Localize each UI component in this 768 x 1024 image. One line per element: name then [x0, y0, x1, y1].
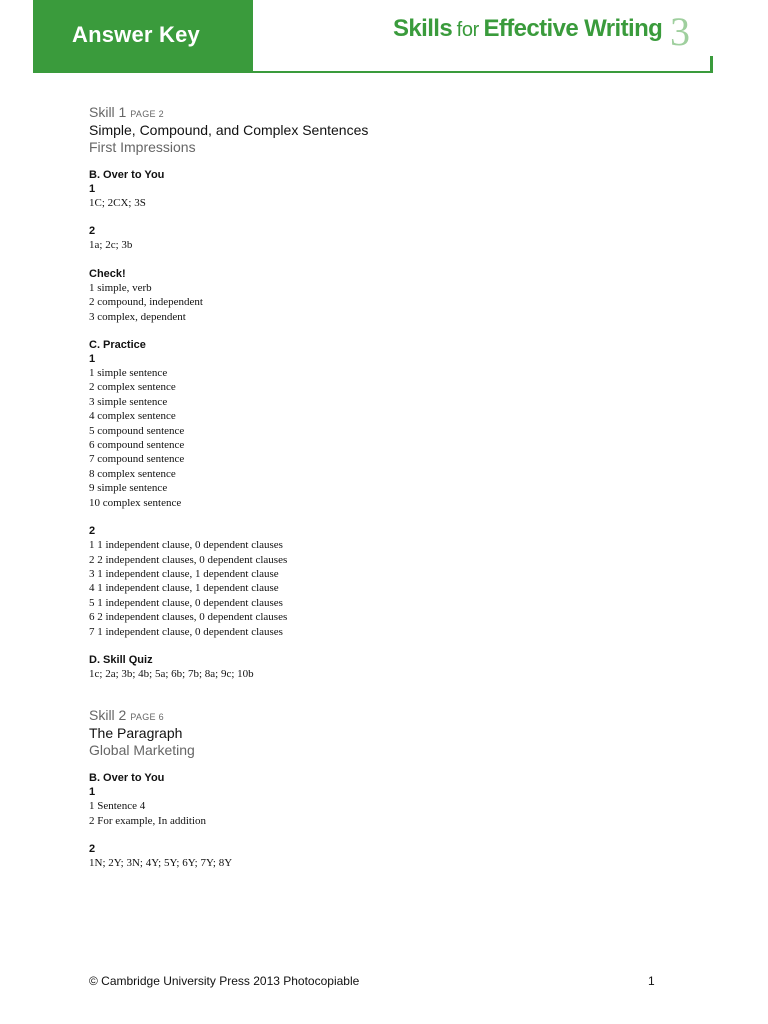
brand-part1: Skills [393, 15, 453, 42]
skill2-label: Skill 2 [89, 707, 127, 724]
skill1-c1-item: 7 compound sentence [89, 453, 185, 466]
skill1-b1-answer: 1C; 2CX; 3S [89, 197, 146, 209]
skill1-c2-item: 4 1 independent clause, 1 dependent clause [89, 582, 279, 595]
skill2-heading [89, 707, 689, 725]
skill1-c2-item: 5 1 independent clause, 0 dependent clauses [89, 596, 283, 609]
skill1-c1-item: 9 simple sentence [89, 482, 168, 495]
skill1-title: Simple, Compound, and Complex Sentences [89, 122, 369, 138]
skill2-b2-answer: 1N; 2Y; 3N; 4Y; 5Y; 6Y; 7Y; 8Y [89, 857, 233, 870]
skill1-c1-num: 1 [89, 353, 96, 366]
skill1-c2-item: 2 2 independent clauses, 0 dependent clauses [89, 553, 288, 566]
skill2-b1-num: 1 [89, 786, 96, 799]
brand-part3: Effective Writing [483, 15, 663, 42]
header-title: Answer Key [72, 22, 200, 47]
skill1-c2-num: 2 [89, 525, 96, 538]
skill2-b1-item: 2 For example, In addition [89, 814, 207, 827]
skill1-c1-item: 2 complex sentence [89, 381, 176, 394]
skill1-c1-item: 4 complex sentence [89, 410, 176, 423]
skill1-c1-item: 1 simple sentence [89, 367, 168, 380]
brand-title [393, 15, 662, 43]
skill1-check-head: Check! [89, 267, 126, 280]
skill1-c2-item: 1 1 independent clause, 0 dependent clauses [89, 539, 283, 552]
skill1-d-head: D. Skill Quiz [89, 653, 153, 666]
skill1-check-item: 1 simple, verb [89, 281, 152, 294]
skill1-c2-item: 7 1 independent clause, 0 dependent clauses [89, 625, 283, 638]
skill1-c2-item: 3 1 independent clause, 1 dependent clause [89, 567, 279, 580]
skill1-c2-item: 6 2 independent clauses, 0 dependent clauses [89, 611, 288, 624]
skill1-b-head: B. Over to You [89, 169, 165, 181]
skill1-c-head: C. Practice [89, 339, 146, 352]
header-rule [253, 71, 713, 73]
skill1-b2-answer: 1a; 2c; 3b [89, 239, 133, 252]
skill2-b1-item: 1 Sentence 4 [89, 800, 146, 813]
skill1-c1-item: 3 simple sentence [89, 395, 168, 408]
footer-copyright: © Cambridge University Press 2013 Photocopiable [89, 974, 360, 988]
skill1-b1-num: 1 [89, 183, 96, 195]
skill2-title: The Paragraph [89, 725, 183, 742]
skill1-c1-item: 5 compound sentence [89, 424, 185, 437]
skill2-page: PAGE 6 [130, 712, 164, 723]
skill1-b2-num: 2 [89, 225, 96, 238]
skill1-c1-item: 10 complex sentence [89, 496, 182, 509]
skill2-subtitle: Global Marketing [89, 742, 195, 759]
skill1-page: PAGE 2 [130, 109, 164, 119]
skill1-c1-item: 6 compound sentence [89, 439, 185, 452]
brand-part2: for [456, 19, 480, 41]
skill1-heading [89, 104, 689, 122]
skill2-b2-num: 2 [89, 843, 96, 856]
page-number: 1 [648, 974, 655, 988]
skill1-label: Skill 1 [89, 104, 127, 120]
answer-content [89, 104, 689, 871]
skill1-check-item: 2 compound, independent [89, 296, 203, 309]
header-rule-tick [710, 56, 713, 73]
skill1-c1-item: 8 complex sentence [89, 467, 176, 480]
skill2-b-head: B. Over to You [89, 772, 165, 785]
skill1-d-answer: 1c; 2a; 3b; 4b; 5a; 6b; 7b; 8a; 9c; 10b [89, 667, 254, 680]
skill1-subtitle: First Impressions [89, 139, 196, 155]
skill1-check-item: 3 complex, dependent [89, 310, 186, 323]
brand-number: 3 [670, 9, 690, 54]
